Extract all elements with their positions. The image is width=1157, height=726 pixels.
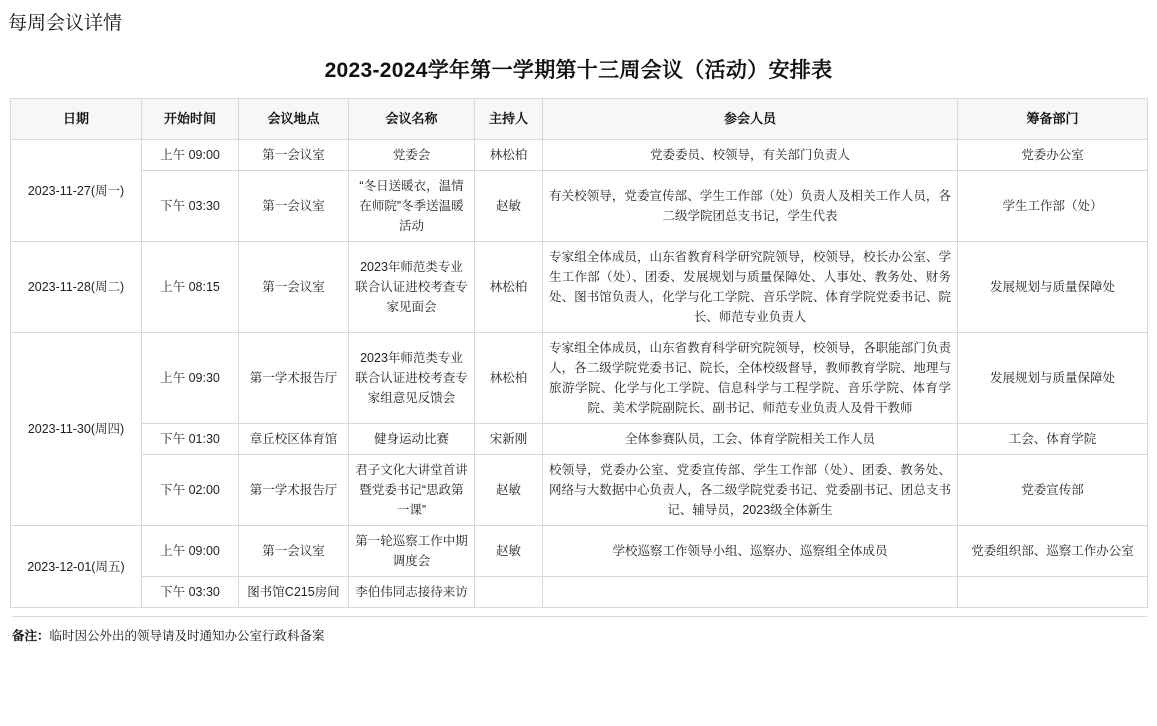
cell-attendees: 专家组全体成员，山东省教育科学研究院领导，校领导，校长办公室、学生工作部（处）、团委、发展规划与质量保障处、人事处、教务处、财务处、图书馆负责人，化学与化工学院、音乐学院、体育学院党委书记、院长、师范专业负责人 — [543, 242, 958, 333]
cell-start-time: 下午 03:30 — [142, 171, 239, 242]
schedule-table — [10, 98, 1148, 608]
cell-meeting-name: 第一轮巡察工作中期调度会 — [349, 526, 475, 577]
cell-date: 2023-11-27(周一) — [11, 140, 142, 242]
cell-organizer: 党委办公室 — [958, 140, 1148, 171]
cell-meeting-name: 君子文化大讲堂首讲暨党委书记“思政第一课” — [349, 455, 475, 526]
page-title: 每周会议详情 — [8, 13, 123, 34]
table-row — [11, 455, 1148, 526]
document-title: 2023-2024学年第一学期第十三周会议（活动）安排表 — [324, 59, 833, 82]
cell-location: 第一学术报告厅 — [239, 333, 349, 424]
column-header-date: 日期 — [11, 99, 142, 140]
cell-meeting-name: 党委会 — [349, 140, 475, 171]
schedule-table-container — [0, 98, 1157, 608]
cell-start-time: 上午 09:00 — [142, 140, 239, 171]
column-header-host: 主持人 — [475, 99, 543, 140]
column-header-location: 会议地点 — [239, 99, 349, 140]
cell-start-time: 下午 03:30 — [142, 577, 239, 608]
cell-meeting-name: 李伯伟同志接待来访 — [349, 577, 475, 608]
cell-organizer: 党委组织部、巡察工作办公室 — [958, 526, 1148, 577]
cell-start-time: 下午 01:30 — [142, 424, 239, 455]
cell-attendees: 有关校领导，党委宣传部、学生工作部（处）负责人及相关工作人员，各二级学院团总支书记，学生代表 — [543, 171, 958, 242]
footer-note-label: 备注： — [12, 629, 50, 643]
table-row — [11, 577, 1148, 608]
cell-attendees: 校领导，党委办公室、党委宣传部、学生工作部（处）、团委、教务处、网络与大数据中心负责人，各二级学院党委书记、党委副书记、团总支书记、辅导员，2023级全体新生 — [543, 455, 958, 526]
column-header-start-time: 开始时间 — [142, 99, 239, 140]
table-header-row — [11, 99, 1148, 140]
table-row — [11, 140, 1148, 171]
cell-attendees: 专家组全体成员，山东省教育科学研究院领导，校领导，各职能部门负责人，各二级学院党委书记、院长，全体校级督导，教师教育学院、地理与旅游学院、化学与化工学院、信息科学与工程学院、音乐学院、体育学院、美术学院副院长、副书记、师范专业负责人及骨干教师 — [543, 333, 958, 424]
cell-meeting-name: 健身运动比赛 — [349, 424, 475, 455]
cell-organizer: 工会、体育学院 — [958, 424, 1148, 455]
column-header-attendees: 参会人员 — [543, 99, 958, 140]
schedule-table-body — [11, 140, 1148, 608]
cell-host: 林松柏 — [475, 140, 543, 171]
cell-attendees — [543, 577, 958, 608]
cell-organizer: 学生工作部（处） — [958, 171, 1148, 242]
cell-attendees: 全体参赛队员，工会、体育学院相关工作人员 — [543, 424, 958, 455]
column-header-organizer: 筹备部门 — [958, 99, 1148, 140]
cell-host: 林松柏 — [475, 333, 543, 424]
cell-date: 2023-12-01(周五) — [11, 526, 142, 608]
cell-host: 林松柏 — [475, 242, 543, 333]
cell-organizer: 发展规划与质量保障处 — [958, 333, 1148, 424]
cell-location: 章丘校区体育馆 — [239, 424, 349, 455]
cell-organizer: 党委宣传部 — [958, 455, 1148, 526]
table-row — [11, 424, 1148, 455]
cell-host: 赵敏 — [475, 455, 543, 526]
cell-location: 第一会议室 — [239, 140, 349, 171]
column-header-meeting-name: 会议名称 — [349, 99, 475, 140]
cell-host: 宋新刚 — [475, 424, 543, 455]
table-row — [11, 526, 1148, 577]
cell-organizer: 发展规划与质量保障处 — [958, 242, 1148, 333]
cell-date: 2023-11-28(周二) — [11, 242, 142, 333]
table-row — [11, 242, 1148, 333]
table-row — [11, 171, 1148, 242]
cell-host — [475, 577, 543, 608]
cell-attendees: 党委委员、校领导，有关部门负责人 — [543, 140, 958, 171]
cell-host: 赵敏 — [475, 526, 543, 577]
cell-organizer — [958, 577, 1148, 608]
cell-date: 2023-11-30(周四) — [11, 333, 142, 526]
cell-start-time: 上午 08:15 — [142, 242, 239, 333]
cell-location: 第一学术报告厅 — [239, 455, 349, 526]
cell-start-time: 上午 09:00 — [142, 526, 239, 577]
footer-note — [0, 608, 1157, 644]
cell-attendees: 学校巡察工作领导小组、巡察办、巡察组全体成员 — [543, 526, 958, 577]
cell-location: 第一会议室 — [239, 242, 349, 333]
cell-start-time: 下午 02:00 — [142, 455, 239, 526]
cell-location: 第一会议室 — [239, 526, 349, 577]
footer-note-text: 临时因公外出的领导请及时通知办公室行政科备案 — [49, 629, 325, 643]
cell-location: 图书馆C215房间 — [239, 577, 349, 608]
cell-meeting-name: “冬日送暖衣，温情在师院”冬季送温暖活动 — [349, 171, 475, 242]
cell-start-time: 上午 09:30 — [142, 333, 239, 424]
cell-meeting-name: 2023年师范类专业联合认证进校考查专家组意见反馈会 — [349, 333, 475, 424]
cell-location: 第一会议室 — [239, 171, 349, 242]
table-row — [11, 333, 1148, 424]
cell-host: 赵敏 — [475, 171, 543, 242]
cell-meeting-name: 2023年师范类专业联合认证进校考查专家见面会 — [349, 242, 475, 333]
